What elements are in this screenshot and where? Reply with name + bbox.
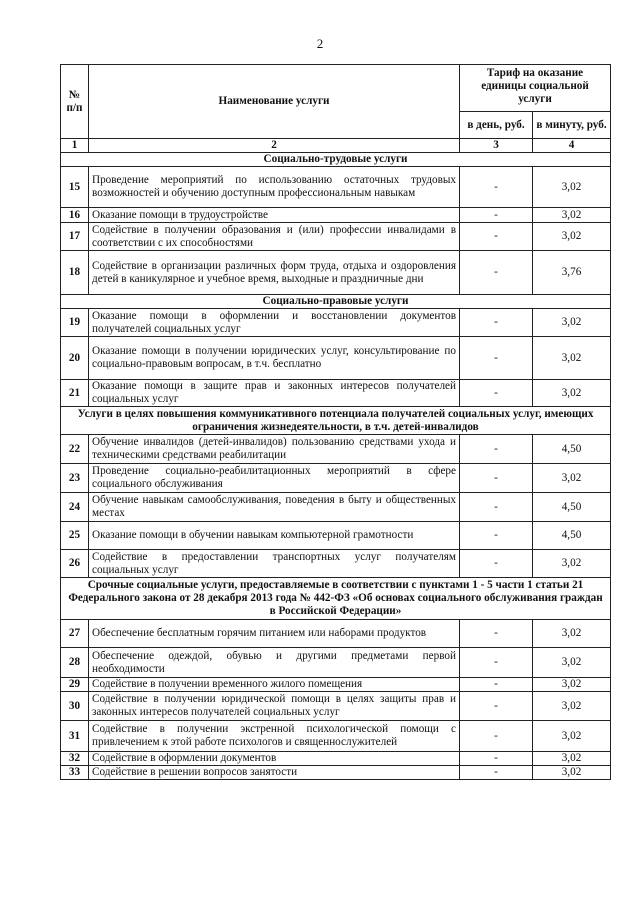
tariff-per-minute: 3,02 (533, 309, 611, 337)
tariff-per-minute: 4,50 (533, 493, 611, 522)
table-row (61, 208, 611, 223)
tariff-per-minute: 3,02 (533, 380, 611, 407)
header-service-name: Наименование услуги (89, 65, 460, 139)
tariff-per-day: - (460, 752, 533, 766)
service-name: Обучение навыкам самообслуживания, поведения в быту и общественных местах (89, 493, 460, 522)
index-cell: 2 (89, 139, 460, 153)
row-number: 30 (61, 692, 89, 721)
service-name: Оказание помощи в оформлении и восстановлении документов получателей социальных услуг (89, 309, 460, 337)
service-name: Оказание помощи в обучении навыкам компьютерной грамотности (89, 522, 460, 550)
header-tariff: Тариф на оказание единицы социальной услуги (460, 65, 611, 112)
table-body (61, 153, 611, 780)
tariff-per-minute: 3,02 (533, 337, 611, 380)
table-row (61, 493, 611, 522)
row-number: 33 (61, 766, 89, 780)
service-name: Содействие в оформлении документов (89, 752, 460, 766)
tariff-per-day: - (460, 208, 533, 223)
tariff-per-minute: 3,02 (533, 721, 611, 752)
table-row (61, 620, 611, 648)
section-title: Социально-правовые услуги (61, 295, 611, 309)
tariff-per-minute: 3,02 (533, 648, 611, 678)
tariff-per-day: - (460, 167, 533, 208)
tariff-per-day: - (460, 678, 533, 692)
row-number: 17 (61, 223, 89, 251)
service-name: Содействие в получении временного жилого помещения (89, 678, 460, 692)
tariff-table (60, 64, 611, 780)
row-number: 15 (61, 167, 89, 208)
header-per-day: в день, руб. (460, 112, 533, 139)
tariff-per-day: - (460, 766, 533, 780)
row-number: 32 (61, 752, 89, 766)
tariff-per-day: - (460, 721, 533, 752)
tariff-per-minute: 3,02 (533, 766, 611, 780)
service-name: Содействие в получении экстренной психологической помощи с привлечением к этой работе психологов и священнослужителей (89, 721, 460, 752)
page-number: 2 (316, 36, 324, 51)
tariff-per-day: - (460, 223, 533, 251)
tariff-per-day: - (460, 692, 533, 721)
section-row (61, 407, 611, 435)
tariff-per-minute: 3,02 (533, 223, 611, 251)
service-name: Содействие в получении юридической помощи в целях защиты прав и законных интересов получателей социальных услуг (89, 692, 460, 721)
section-title: Услуги в целях повышения коммуникативного потенциала получателей социальных услуг, имеющих ограничения жизнедеятельности, в т.ч. детей-инвалидов (61, 407, 611, 435)
tariff-per-minute: 3,02 (533, 550, 611, 578)
table-row (61, 435, 611, 464)
tariff-per-minute: 3,02 (533, 692, 611, 721)
section-row (61, 153, 611, 167)
row-number: 27 (61, 620, 89, 648)
tariff-per-minute: 3,02 (533, 752, 611, 766)
tariff-per-minute: 3,02 (533, 464, 611, 493)
service-name: Оказание помощи в получении юридических услуг, консультирование по социально-правовым вопросам, в т.ч. бесплатно (89, 337, 460, 380)
table-row (61, 721, 611, 752)
tariff-per-minute: 3,02 (533, 620, 611, 648)
tariff-per-day: - (460, 648, 533, 678)
table-row (61, 522, 611, 550)
index-cell: 4 (533, 139, 611, 153)
table-row (61, 648, 611, 678)
table-row (61, 752, 611, 766)
row-number: 18 (61, 251, 89, 295)
table-row (61, 766, 611, 780)
table-row (61, 167, 611, 208)
table-row (61, 337, 611, 380)
tariff-per-minute: 3,02 (533, 167, 611, 208)
row-number: 24 (61, 493, 89, 522)
tariff-per-day: - (460, 337, 533, 380)
service-name: Содействие в организации различных форм труда, отдыха и оздоровления детей в каникулярное и учебное время, выходные и праздничные дни (89, 251, 460, 295)
tariff-per-day: - (460, 493, 533, 522)
header-num: № п/п (61, 65, 89, 139)
section-title: Срочные социальные услуги, предоставляемые в соответствии с пунктами 1 - 5 части 1 статьи 21 Федерального закона от 28 декабря 2013 года № 442-ФЗ «Об основах социального обслуживания граждан в Российской Федерации» (61, 578, 611, 620)
tariff-per-day: - (460, 380, 533, 407)
section-row (61, 578, 611, 620)
tariff-per-day: - (460, 550, 533, 578)
row-number: 20 (61, 337, 89, 380)
table-row (61, 550, 611, 578)
table-row (61, 678, 611, 692)
tariff-per-day: - (460, 464, 533, 493)
row-number: 23 (61, 464, 89, 493)
tariff-per-day: - (460, 309, 533, 337)
service-name: Оказание помощи в трудоустройстве (89, 208, 460, 223)
tariff-per-minute: 3,02 (533, 208, 611, 223)
table-row (61, 223, 611, 251)
index-cell: 3 (460, 139, 533, 153)
index-cell: 1 (61, 139, 89, 153)
tariff-per-day: - (460, 435, 533, 464)
service-name: Содействие в предоставлении транспортных услуг получателям социальных услуг (89, 550, 460, 578)
service-name: Проведение мероприятий по использованию остаточных трудовых возможностей и обучению доступным профессиональным навыкам (89, 167, 460, 208)
service-name: Содействие в получении образования и (или) профессии инвалидами в соответствии с их способностями (89, 223, 460, 251)
table-row (61, 380, 611, 407)
tariff-per-day: - (460, 251, 533, 295)
table-row (61, 309, 611, 337)
row-number: 29 (61, 678, 89, 692)
row-number: 16 (61, 208, 89, 223)
service-name: Проведение социально-реабилитационных мероприятий в сфере социального обслуживания (89, 464, 460, 493)
table-row (61, 251, 611, 295)
table-row (61, 464, 611, 493)
service-name: Оказание помощи в защите прав и законных интересов получателей социальных услуг (89, 380, 460, 407)
tariff-per-day: - (460, 620, 533, 648)
row-number: 19 (61, 309, 89, 337)
service-name: Обеспечение бесплатным горячим питанием или наборами продуктов (89, 620, 460, 648)
service-name: Обучение инвалидов (детей-инвалидов) пользованию средствами ухода и техническими средствами реабилитации (89, 435, 460, 464)
tariff-per-minute: 4,50 (533, 522, 611, 550)
section-title: Социально-трудовые услуги (61, 153, 611, 167)
tariff-per-day: - (460, 522, 533, 550)
row-number: 28 (61, 648, 89, 678)
service-name: Обеспечение одеждой, обувью и другими предметами первой необходимости (89, 648, 460, 678)
tariff-per-minute: 4,50 (533, 435, 611, 464)
section-row (61, 295, 611, 309)
header-per-minute: в минуту, руб. (533, 112, 611, 139)
tariff-per-minute: 3,02 (533, 678, 611, 692)
service-name: Содействие в решении вопросов занятости (89, 766, 460, 780)
row-number: 22 (61, 435, 89, 464)
row-number: 26 (61, 550, 89, 578)
row-number: 21 (61, 380, 89, 407)
row-number: 25 (61, 522, 89, 550)
row-number: 31 (61, 721, 89, 752)
tariff-per-minute: 3,76 (533, 251, 611, 295)
table-row (61, 692, 611, 721)
